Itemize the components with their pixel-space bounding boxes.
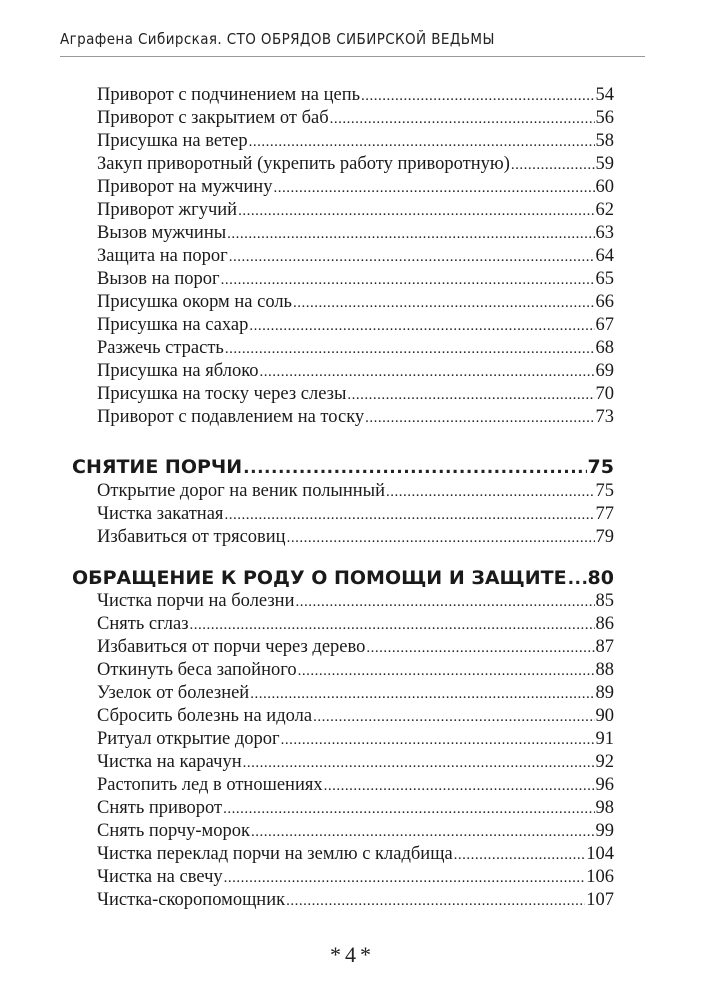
dot-leader <box>313 706 594 729</box>
toc-label: Приворот с подчинением на цепь <box>97 85 361 105</box>
toc-label: Снять порчу-морок <box>97 821 250 841</box>
dot-leader <box>249 315 594 338</box>
toc-label: Присушка на ветер <box>97 131 248 151</box>
toc-page-number: 64 <box>595 246 614 266</box>
toc-entry <box>97 843 614 866</box>
toc-entry <box>97 797 614 820</box>
dot-leader <box>295 591 594 614</box>
toc-page-number: 85 <box>595 591 614 611</box>
toc-label: Чистка порчи на болезни <box>97 591 295 611</box>
toc-page-number: 88 <box>595 660 614 680</box>
toc-entry <box>97 130 614 153</box>
toc-label: Закуп приворотный (укрепить работу приворотную) <box>97 154 510 174</box>
toc-label: СНЯТИЕ ПОРЧИ <box>72 456 243 478</box>
toc-entry <box>97 774 614 797</box>
toc-section-heading <box>72 453 614 481</box>
header-divider <box>60 56 645 57</box>
toc-entry <box>97 406 614 429</box>
dot-leader <box>324 775 595 798</box>
toc-entry <box>97 889 614 912</box>
toc-page-number: 91 <box>595 729 614 749</box>
toc-label: Откинуть беса запойного <box>97 660 297 680</box>
toc-page-number: 96 <box>595 775 614 795</box>
dot-leader <box>347 384 594 407</box>
toc-label: ОБРАЩЕНИЕ К РОДУ О ПОМОЩИ И ЗАЩИТЕ <box>72 567 567 589</box>
dot-leader <box>454 844 586 867</box>
dot-leader <box>361 85 594 108</box>
dot-leader <box>386 481 595 504</box>
toc-page-number: 90 <box>595 706 614 726</box>
toc-entry <box>97 222 614 245</box>
toc-label: Чистка закатная <box>97 504 224 524</box>
toc-page-number: 75 <box>587 456 614 478</box>
toc-entry <box>97 176 614 199</box>
toc-entry <box>97 866 614 889</box>
dot-leader <box>281 729 595 752</box>
toc-entry <box>97 751 614 774</box>
dot-leader <box>298 660 595 683</box>
toc-entry <box>97 503 614 526</box>
dot-leader <box>365 407 594 430</box>
dot-leader <box>225 338 595 361</box>
toc-page-number: 70 <box>595 384 614 404</box>
toc-entry <box>97 337 614 360</box>
toc-label: Защита на порог <box>97 246 228 266</box>
toc-entry <box>97 705 614 728</box>
toc-entry <box>97 613 614 636</box>
dot-leader <box>511 154 595 177</box>
toc-label: Избавиться от порчи через дерево <box>97 637 366 657</box>
toc-page-number: 80 <box>587 567 614 589</box>
toc-page-number: 56 <box>595 108 614 128</box>
toc-label: Ритуал открытие дорог <box>97 729 280 749</box>
toc-page-number: 104 <box>586 844 614 864</box>
toc-label: Сбросить болезнь на идола <box>97 706 313 726</box>
toc-label: Приворот с закрытием от баб <box>97 108 329 128</box>
dot-leader <box>330 108 595 131</box>
toc-entry <box>97 268 614 291</box>
toc-label: Вызов на порог <box>97 269 220 289</box>
toc-entry <box>97 480 614 503</box>
toc-page-number: 75 <box>595 481 614 501</box>
dot-leader <box>286 890 585 913</box>
dot-leader <box>224 867 586 890</box>
toc-entry <box>97 590 614 613</box>
dot-leader <box>287 527 595 550</box>
toc-page-number: 87 <box>595 637 614 657</box>
toc-entry <box>97 314 614 337</box>
toc-label: Открытие дорог на веник полынный <box>97 481 385 501</box>
dot-leader <box>224 504 594 527</box>
toc-label: Чистка переклад порчи на землю с кладбища <box>97 844 453 864</box>
toc-label: Присушка на тоску через слезы <box>97 384 347 404</box>
toc-label: Присушка на яблоко <box>97 361 259 381</box>
dot-leader <box>251 821 595 844</box>
toc-page-number: 63 <box>595 223 614 243</box>
toc-label: Снять сглаз <box>97 614 189 634</box>
toc-page-number: 66 <box>595 292 614 312</box>
toc-label: Узелок от болезней <box>97 683 250 703</box>
toc-page-number: 107 <box>586 890 614 910</box>
running-header: Аграфена Сибирская. СТО ОБРЯДОВ СИБИРСКОЙ ВЕДЬМЫ <box>60 30 495 48</box>
toc-page-number: 69 <box>595 361 614 381</box>
dot-leader <box>190 614 595 637</box>
toc-entry <box>97 659 614 682</box>
toc-label: Присушка на сахар <box>97 315 249 335</box>
toc-entry <box>97 291 614 314</box>
dot-leader <box>260 361 595 384</box>
dot-leader <box>229 246 595 269</box>
toc-page-number: 68 <box>595 338 614 358</box>
toc-page-number: 99 <box>595 821 614 841</box>
toc-label: Приворот на мужчину <box>97 177 273 197</box>
toc-entry <box>97 682 614 705</box>
toc-entry <box>97 107 614 130</box>
dot-leader <box>238 200 594 223</box>
toc-label: Чистка-скоропомощник <box>97 890 286 910</box>
toc-page-number: 79 <box>595 527 614 547</box>
toc-label: Вызов мужчины <box>97 223 227 243</box>
toc-label: Разжечь страсть <box>97 338 224 358</box>
toc-entry <box>97 383 614 406</box>
toc-page-number: 86 <box>595 614 614 634</box>
dot-leader <box>249 131 595 154</box>
toc-page-number: 106 <box>586 867 614 887</box>
page-number: *4* <box>330 942 375 967</box>
toc-page-number: 62 <box>595 200 614 220</box>
toc-entry <box>97 199 614 222</box>
dot-leader <box>243 752 595 775</box>
toc-page-number: 65 <box>595 269 614 289</box>
toc-page-number: 67 <box>595 315 614 335</box>
dot-leader <box>227 223 594 246</box>
toc-entry <box>97 820 614 843</box>
dot-leader <box>366 637 594 660</box>
toc-entry <box>97 245 614 268</box>
toc-page-number: 77 <box>595 504 614 524</box>
toc-page-number: 73 <box>595 407 614 427</box>
toc-label: Снять приворот <box>97 798 223 818</box>
toc-entry <box>97 526 614 549</box>
toc-page-number: 58 <box>595 131 614 151</box>
toc-label: Растопить лед в отношениях <box>97 775 323 795</box>
toc-label: Избавиться от трясовиц <box>97 527 286 547</box>
toc-page-number: 60 <box>595 177 614 197</box>
dot-leader <box>223 798 594 821</box>
toc-page-number: 98 <box>595 798 614 818</box>
dot-leader <box>293 292 595 315</box>
toc-section-heading <box>72 564 614 592</box>
dot-leader <box>273 177 594 200</box>
dot-leader <box>243 454 586 482</box>
dot-leader <box>250 683 594 706</box>
toc-label: Чистка на свечу <box>97 867 223 887</box>
toc-page-number: 54 <box>595 85 614 105</box>
toc-entry <box>97 728 614 751</box>
toc-label: Чистка на карачун <box>97 752 242 772</box>
toc-label: Приворот жгучий <box>97 200 238 220</box>
dot-leader <box>568 565 587 593</box>
toc-page-number: 92 <box>595 752 614 772</box>
toc-label: Присушка окорм на соль <box>97 292 292 312</box>
toc-page-number: 59 <box>595 154 614 174</box>
toc-entry <box>97 636 614 659</box>
dot-leader <box>221 269 595 292</box>
toc-entry <box>97 360 614 383</box>
toc-entry <box>97 153 614 176</box>
toc-label: Приворот с подавлением на тоску <box>97 407 365 427</box>
toc-entry <box>97 84 614 107</box>
toc-page-number: 89 <box>595 683 614 703</box>
